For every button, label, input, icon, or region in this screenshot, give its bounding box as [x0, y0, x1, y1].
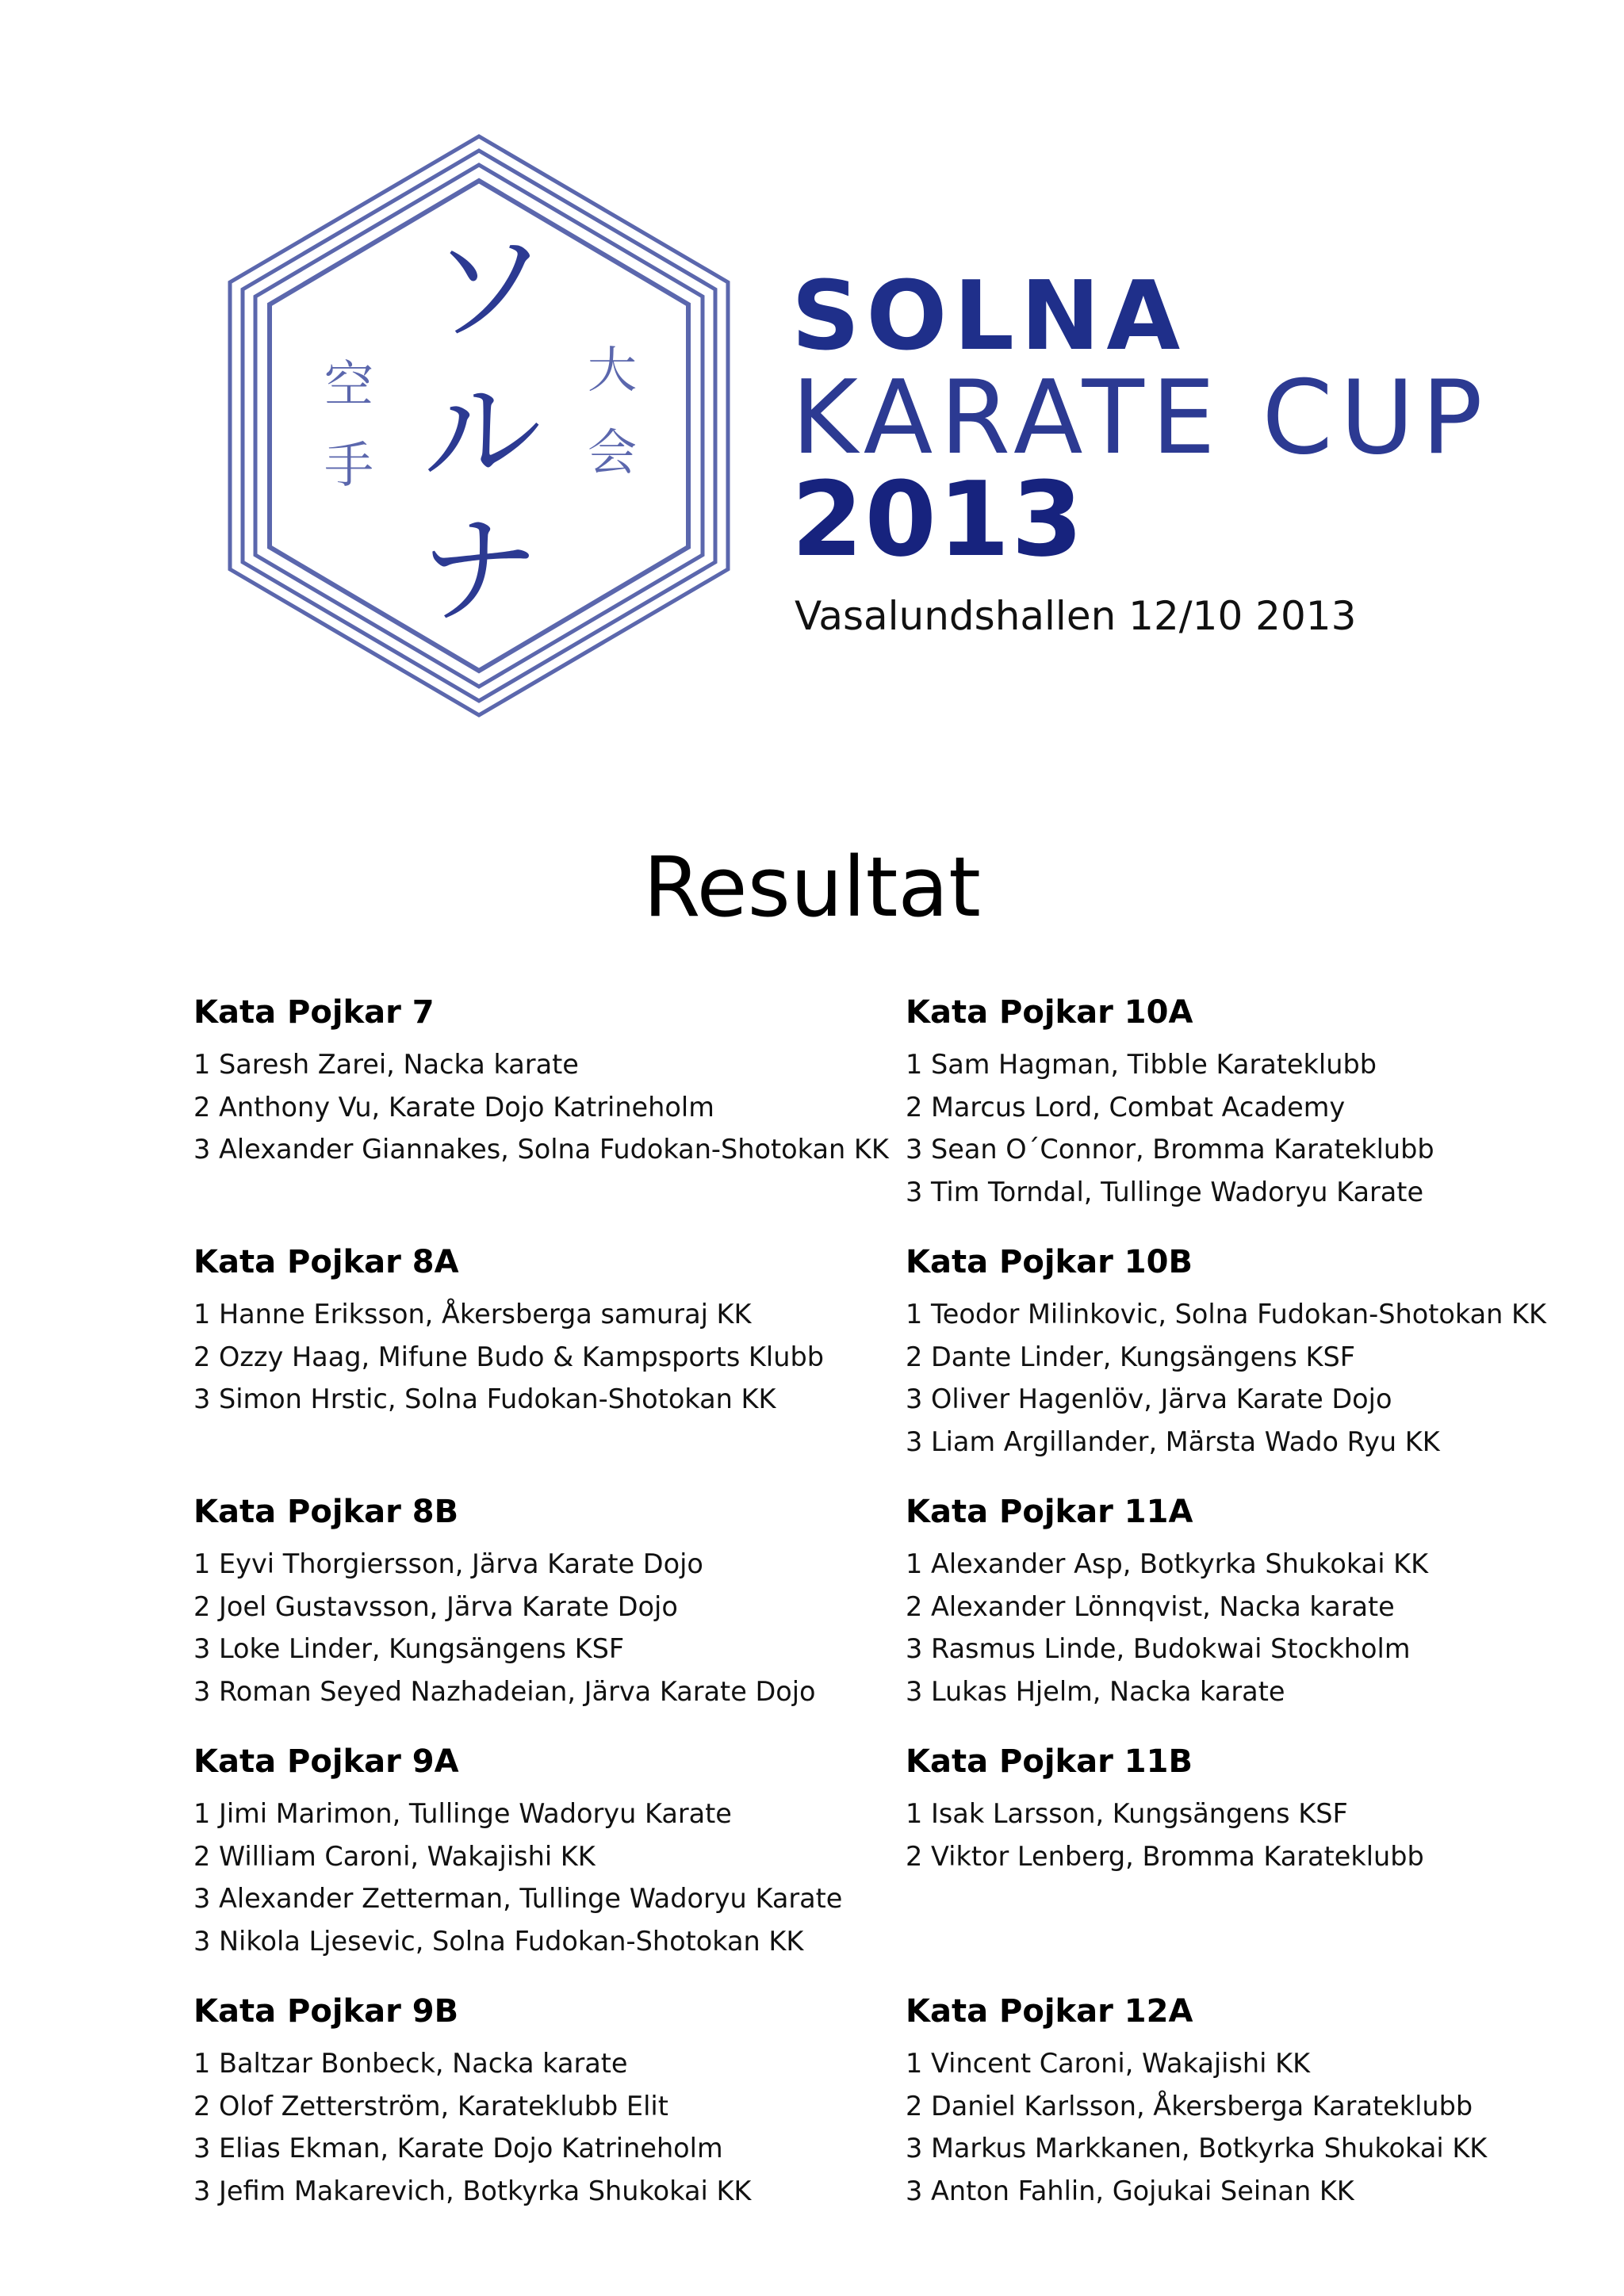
results-list — [193, 1543, 875, 1712]
result-item: 3 Simon Hrstic, Solna Fudokan-Shotokan KK — [193, 1383, 776, 1414]
result-item: 3 Rasmus Linde, Budokwai Stockholm — [906, 1633, 1411, 1664]
results-list — [193, 2042, 875, 2212]
result-item: 3 Alexander Zetterman, Tullinge Wadoryu Karate — [193, 1883, 843, 1914]
result-item: 1 Alexander Asp, Botkyrka Shukokai KK — [906, 1548, 1429, 1579]
result-item: 3 Loke Linder, Kungsängens KSF — [193, 1633, 625, 1664]
result-item: 3 Alexander Giannakes, Solna Fudokan-Shotokan KK — [193, 1134, 889, 1165]
category-heading: Kata Pojkar 10B — [906, 1244, 1193, 1280]
result-item: 2 Marcus Lord, Combat Academy — [906, 1091, 1346, 1123]
result-item: 1 Teodor Milinkovic, Solna Fudokan-Shotokan KK — [906, 1299, 1546, 1330]
results-list — [906, 2042, 1588, 2212]
result-item: 1 Eyvi Thorgiersson, Järva Karate Dojo — [193, 1548, 703, 1579]
category-kata-pojkar-11a — [906, 1489, 1588, 1712]
category-heading: Kata Pojkar 9B — [193, 1993, 459, 2030]
category-heading: Kata Pojkar 9A — [193, 1743, 459, 1780]
category-heading: Kata Pojkar 12A — [906, 1993, 1193, 2030]
result-item: 1 Jimi Marimon, Tullinge Wadoryu Karate — [193, 1798, 732, 1829]
result-item: 2 Daniel Karlsson, Åkersberga Karateklubb — [906, 2090, 1473, 2122]
result-item: 1 Sam Hagman, Tibble Karateklubb — [906, 1049, 1377, 1080]
result-item: 3 Liam Argillander, Märsta Wado Ryu KK — [906, 1425, 1440, 1457]
result-item: 3 Elias Ekman, Karate Dojo Katrineholm — [193, 2133, 723, 2164]
result-item: 3 Roman Seyed Nazhadeian, Järva Karate Dojo — [193, 1675, 816, 1707]
result-item: 3 Tim Torndal, Tullinge Wadoryu Karate — [906, 1176, 1424, 1207]
logo-katakana-na: ナ — [419, 503, 539, 641]
category-heading: Kata Pojkar 7 — [193, 994, 435, 1031]
results-list — [906, 1293, 1588, 1463]
result-item: 2 William Caroni, Wakajishi KK — [193, 1840, 596, 1872]
logo-kanji-te: 手 — [324, 436, 374, 494]
result-item: 2 Anthony Vu, Karate Dojo Katrineholm — [193, 1091, 714, 1123]
results-list — [906, 1543, 1588, 1712]
brand-karate-cup: KARATE CUP — [791, 359, 1490, 477]
result-item: 2 Olof Zetterström, Karateklubb Elit — [193, 2090, 668, 2122]
result-item: 3 Sean O´Connor, Bromma Karateklubb — [906, 1134, 1434, 1165]
category-heading: Kata Pojkar 11B — [906, 1743, 1193, 1780]
results-list — [906, 1793, 1588, 1877]
category-kata-pojkar-10b — [906, 1239, 1588, 1463]
category-kata-pojkar-7 — [193, 989, 889, 1171]
category-kata-pojkar-10a — [906, 989, 1588, 1213]
category-kata-pojkar-12a — [906, 1988, 1588, 2212]
result-item: 3 Oliver Hagenlöv, Järva Karate Dojo — [906, 1383, 1392, 1414]
result-item: 2 Joel Gustavsson, Järva Karate Dojo — [193, 1590, 678, 1622]
category-kata-pojkar-8a — [193, 1239, 875, 1421]
logo-kanji-dai: 大 — [587, 341, 638, 399]
results-list — [906, 1043, 1588, 1213]
logo-kanji-kai: 会 — [587, 423, 638, 481]
category-heading: Kata Pojkar 8B — [193, 1494, 459, 1530]
category-heading: Kata Pojkar 8A — [193, 1244, 459, 1280]
category-kata-pojkar-9b — [193, 1988, 875, 2212]
brand-wordmark — [791, 262, 1537, 580]
page-title: Resultat — [643, 839, 981, 936]
result-item: 2 Viktor Lenberg, Bromma Karateklubb — [906, 1840, 1424, 1872]
logo-katakana-ru: ル — [422, 365, 542, 503]
result-item: 3 Lukas Hjelm, Nacka karate — [906, 1675, 1285, 1707]
results-list — [193, 1293, 875, 1421]
results-list — [193, 1793, 875, 1962]
brand-year: 2013 — [791, 459, 1085, 580]
category-heading: Kata Pojkar 10A — [906, 994, 1193, 1031]
result-item: 2 Ozzy Haag, Mifune Budo & Kampsports Klubb — [193, 1341, 824, 1372]
result-item: 2 Alexander Lönnqvist, Nacka karate — [906, 1590, 1395, 1622]
venue-date: Vasalundshallen 12/10 2013 — [795, 593, 1357, 639]
result-item: 3 Jefim Makarevich, Botkyrka Shukokai KK — [193, 2175, 752, 2206]
category-kata-pojkar-11b — [906, 1739, 1588, 1877]
result-item: 3 Anton Fahlin, Gojukai Seinan KK — [906, 2175, 1354, 2206]
logo-katakana-so: ソ — [428, 220, 549, 358]
result-item: 3 Nikola Ljesevic, Solna Fudokan-Shotokan KK — [193, 1925, 804, 1957]
result-item: 1 Isak Larsson, Kungsängens KSF — [906, 1798, 1348, 1829]
result-item: 1 Baltzar Bonbeck, Nacka karate — [193, 2048, 628, 2079]
category-kata-pojkar-9a — [193, 1739, 875, 1962]
brand-solna: SOLNA — [791, 262, 1187, 372]
tournament-logo — [227, 133, 731, 718]
result-item: 3 Markus Markkanen, Botkyrka Shukokai KK — [906, 2133, 1488, 2164]
results-list — [193, 1043, 889, 1171]
category-heading: Kata Pojkar 11A — [906, 1494, 1193, 1530]
result-item: 1 Saresh Zarei, Nacka karate — [193, 1049, 579, 1080]
logo-kanji-kara: 空 — [324, 355, 374, 413]
category-kata-pojkar-8b — [193, 1489, 875, 1712]
result-item: 2 Dante Linder, Kungsängens KSF — [906, 1341, 1356, 1372]
result-item: 1 Vincent Caroni, Wakajishi KK — [906, 2048, 1311, 2079]
result-item: 1 Hanne Eriksson, Åkersberga samuraj KK — [193, 1299, 752, 1330]
